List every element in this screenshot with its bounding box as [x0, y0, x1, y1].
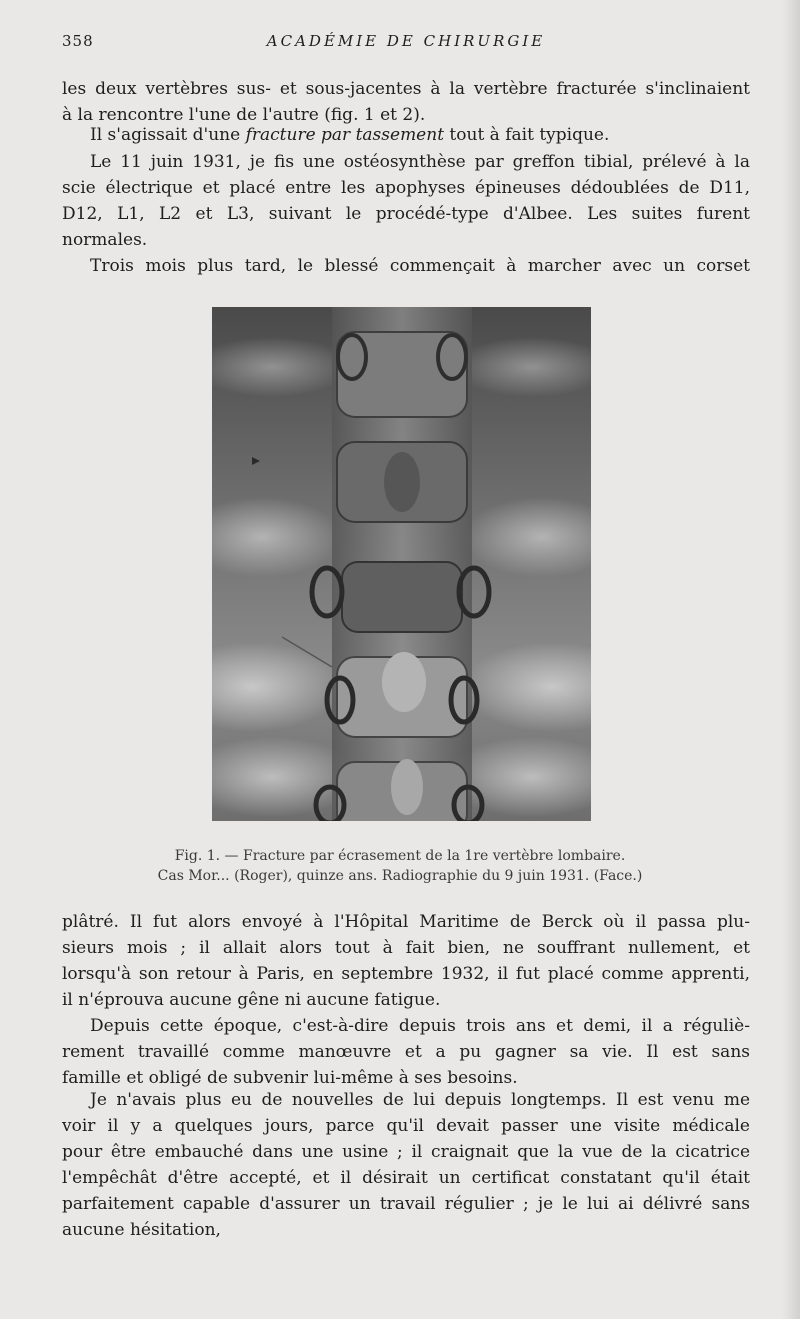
text-line: Depuis cette époque, c'est-à-dire depuis trois ans et demi, il a réguliè-	[90, 1016, 750, 1036]
text-line: à la rencontre l'une de l'autre (fig. 1 et 2).	[62, 105, 426, 125]
text-line: les deux vertèbres sus- et sous-jacentes à la vertèbre fracturée s'inclinaient	[62, 79, 750, 99]
page-header	[62, 32, 750, 54]
text-line: normales.	[62, 230, 148, 250]
paragraph-2	[62, 122, 778, 148]
text-line: Je n'avais plus eu de nouvelles de lui depuis longtemps. Il est venu me	[90, 1090, 750, 1110]
radiograph-figure	[212, 307, 591, 821]
text-line: lorsqu'à son retour à Paris, en septembre 1932, il fut placé comme apprenti,	[62, 964, 750, 984]
text-line: D12, L1, L2 et L3, suivant le procédé-type d'Albee. Les suites furent	[62, 204, 750, 224]
text-line: pour être embauché dans une usine ; il craignait que la vue de la cicatrice	[62, 1142, 750, 1162]
page-edge-shadow	[782, 0, 800, 1319]
text-line: aucune hésitation,	[62, 1220, 221, 1240]
text-line: rement travaillé comme manœuvre et a pu gagner sa vie. Il est sans	[62, 1042, 750, 1062]
page-number: 358	[62, 32, 94, 50]
text-line: Le 11 juin 1931, je fis une ostéosynthèse par greffon tibial, prélevé à la	[90, 152, 750, 172]
paragraph-7	[62, 1087, 750, 1243]
paragraph-1	[62, 76, 750, 128]
caption-line: Cas Mor... (Roger), quinze ans. Radiographie du 9 juin 1931. (Face.)	[157, 868, 643, 884]
paragraph-6	[62, 1013, 750, 1091]
text-line: parfaitement capable d'assurer un travail régulier ; je le lui ai délivré sans	[62, 1194, 750, 1214]
text-run: tout à fait typique.	[444, 125, 610, 145]
paragraph-4	[62, 253, 750, 279]
figure-caption	[100, 846, 700, 886]
paragraph-5	[62, 909, 750, 1013]
text-line: Trois mois plus tard, le blessé commençait à marcher avec un corset	[90, 256, 750, 276]
text-line: sieurs mois ; il allait alors tout à fait bien, ne souffrant nullement, et	[62, 938, 750, 958]
text-line: l'empêchât d'être accepté, et il désirait un certificat constatant qu'il était	[62, 1168, 750, 1188]
text-line: il n'éprouva aucune gêne ni aucune fatigue.	[62, 990, 441, 1010]
text-line: plâtré. Il fut alors envoyé à l'Hôpital Maritime de Berck où il passa plu-	[62, 912, 750, 932]
text-line: voir il y a quelques jours, parce qu'il devait passer une visite médicale	[62, 1116, 750, 1136]
paragraph-3	[62, 149, 750, 253]
text-line: famille et obligé de subvenir lui-même à ses besoins.	[62, 1068, 518, 1088]
italic-phrase: fracture par tassement	[245, 125, 445, 145]
xray-image	[212, 307, 591, 821]
text-line: scie électrique et placé entre les apophyses épineuses dédoublées de D11,	[62, 178, 750, 198]
caption-line: Fig. 1. — Fracture par écrasement de la 1re vertèbre lombaire.	[174, 848, 626, 864]
running-title: ACADÉMIE DE CHIRURGIE	[266, 32, 546, 50]
text-run: Il s'agissait d'une	[90, 125, 246, 145]
text-line	[90, 122, 778, 148]
